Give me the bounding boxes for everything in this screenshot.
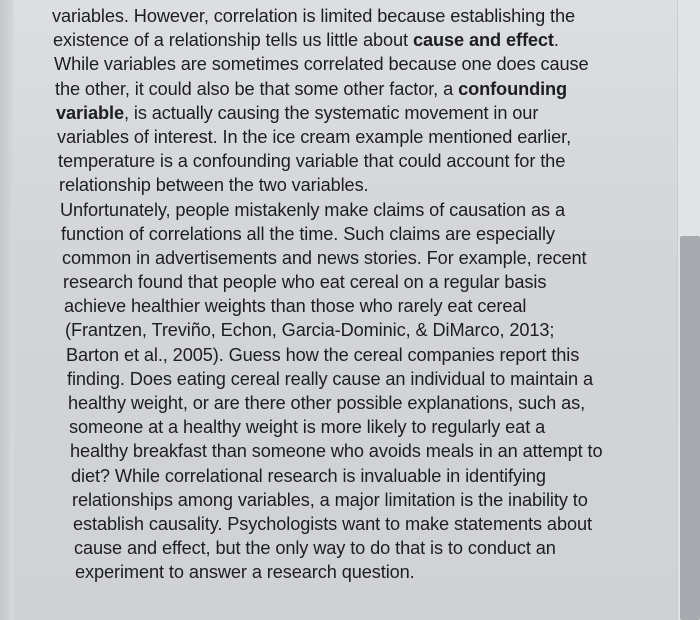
text-line: relationship between the two variables. [59,175,369,196]
text-line: research found that people who eat cereal on a regular basis [63,272,547,293]
scrollbar-thumb[interactable] [680,236,700,620]
text-line: diet? While correlational research is invaluable in identifying [71,465,546,486]
text-line: someone at a healthy weight is more likely to regularly eat a [69,417,546,438]
text-line: the other, it could also be that some other factor, a confounding [55,78,568,99]
text-line: healthy breakfast than someone who avoids meals in an attempt to [70,441,603,462]
text-line: relationships among variables, a major limitation is the inability to [72,489,588,510]
bold-term-confounding: confounding [458,78,568,99]
text-line: variables. However, correlation is limited because establishing the [52,6,576,26]
screen-edge [0,0,14,620]
bold-term-cause-and-effect: cause and effect [412,30,554,51]
text-line: establish causality. Psychologists want to make statements about [73,513,592,534]
text-line: common in advertisements and news stories. For example, recent [62,247,587,268]
text-line: (Frantzen, Treviño, Echon, Garcia-Dominic, & DiMarco, 2013; [65,320,555,341]
text-line: function of correlations all the time. Such claims are especially [61,223,555,244]
document-text [52,4,672,585]
scrollbar-track[interactable] [677,0,700,620]
text-line: achieve healthier weights than those who rarely eat cereal [64,296,527,317]
bold-term-variable: variable [56,102,124,123]
text-line: Unfortunately, people mistakenly make claims of causation as a [60,199,565,220]
text-line: variable, is actually causing the systematic movement in our [56,102,539,123]
text-line: cause and effect, but the only way to do that is to conduct an [74,538,556,559]
text-line: healthy weight, or are there other possible explanations, such as, [68,393,586,413]
text-line: existence of a relationship tells us little about cause and effect. [53,30,559,51]
text-line: experiment to answer a research question. [75,562,415,583]
text-line: variables of interest. In the ice cream example mentioned earlier, [57,126,572,147]
text-line: finding. Does eating cereal really cause an individual to maintain a [67,368,594,389]
text-line: Barton et al., 2005). Guess how the cereal companies report this [66,344,580,365]
text-line: temperature is a confounding variable that could account for the [58,151,566,172]
text-line: While variables are sometimes correlated because one does cause [54,54,589,75]
